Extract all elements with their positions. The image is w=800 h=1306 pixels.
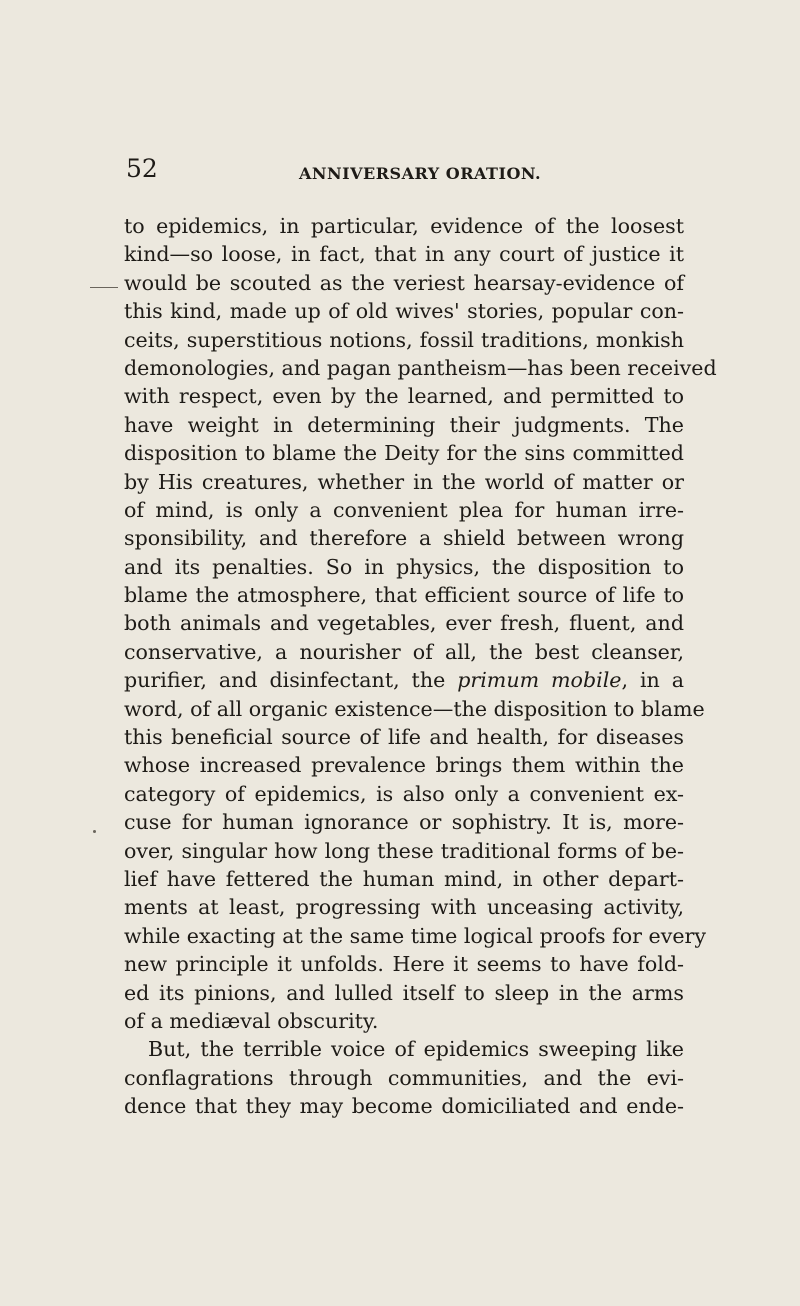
body-text — [124, 212, 717, 1121]
text-segment: , in a — [621, 668, 684, 693]
text-line: blame the atmosphere, that efficient source of life to — [124, 583, 684, 608]
text-line: while exacting at the same time logical proofs for every — [124, 923, 707, 948]
paragraph-start-line: But, the terrible voice of epidemics sweeping like — [148, 1037, 684, 1062]
text-segment: purifier, and disinfectant, the — [124, 668, 458, 693]
text-line: category of epidemics, is also only a convenient ex- — [124, 781, 684, 806]
text-line-with-italic — [124, 666, 684, 694]
text-line: disposition to blame the Deity for the sins committed — [124, 441, 684, 466]
text-line: ments at least, progressing with unceasing activity, — [124, 895, 684, 920]
text-line: conflagrations through communities, and the evi- — [124, 1065, 684, 1090]
text-line: of mind, is only a convenient plea for human irre- — [124, 497, 684, 522]
text-line: dence that they may become domiciliated and ende- — [124, 1094, 684, 1119]
text-line: this kind, made up of old wives' stories, popular con- — [124, 299, 684, 324]
text-line: word, of all organic existence—the disposition to blame — [124, 696, 705, 721]
text-line: lief have fettered the human mind, in other depart- — [124, 866, 684, 891]
text-line: this beneficial source of life and health, for diseases — [124, 725, 684, 750]
text-line: have weight in determining their judgments. The — [124, 412, 684, 437]
text-line: demonologies, and pagan pantheism—has been received — [124, 355, 717, 380]
text-line: conservative, a nourisher of all, the best cleanser, — [124, 639, 684, 664]
text-line: ceits, superstitious notions, fossil traditions, monkish — [124, 327, 684, 352]
text-line: whose increased prevalence brings them within the — [124, 753, 684, 778]
text-line: with respect, even by the learned, and permitted to — [124, 384, 684, 409]
text-line: ed its pinions, and lulled itself to sleep in the arms — [124, 980, 684, 1005]
margin-mark — [90, 287, 118, 288]
text-line: kind—so loose, in fact, that in any court of justice it — [124, 242, 684, 267]
text-line: and its penalties. So in physics, the disposition to — [124, 554, 684, 579]
page-number: 52 — [126, 154, 158, 183]
running-title: ANNIVERSARY ORATION. — [298, 164, 542, 183]
text-line: over, singular how long these traditional forms of be- — [124, 838, 684, 863]
margin-dot — [93, 830, 96, 833]
text-line: cuse for human ignorance or sophistry. It is, more- — [124, 810, 684, 835]
text-line: by His creatures, whether in the world of matter or — [124, 469, 684, 494]
text-line: to epidemics, in particular, evidence of the loosest — [124, 214, 684, 238]
text-line: would be scouted as the veriest hearsay-evidence of — [124, 270, 684, 295]
text-line: sponsibility, and therefore a shield between wrong — [124, 526, 684, 551]
text-line: new principle it unfolds. Here it seems to have fold- — [124, 952, 684, 977]
italic-phrase: primum mobile — [457, 668, 622, 693]
text-line: both animals and vegetables, ever fresh, fluent, and — [124, 611, 684, 636]
paragraph-end-line: of a mediæval obscurity. — [124, 1008, 379, 1033]
